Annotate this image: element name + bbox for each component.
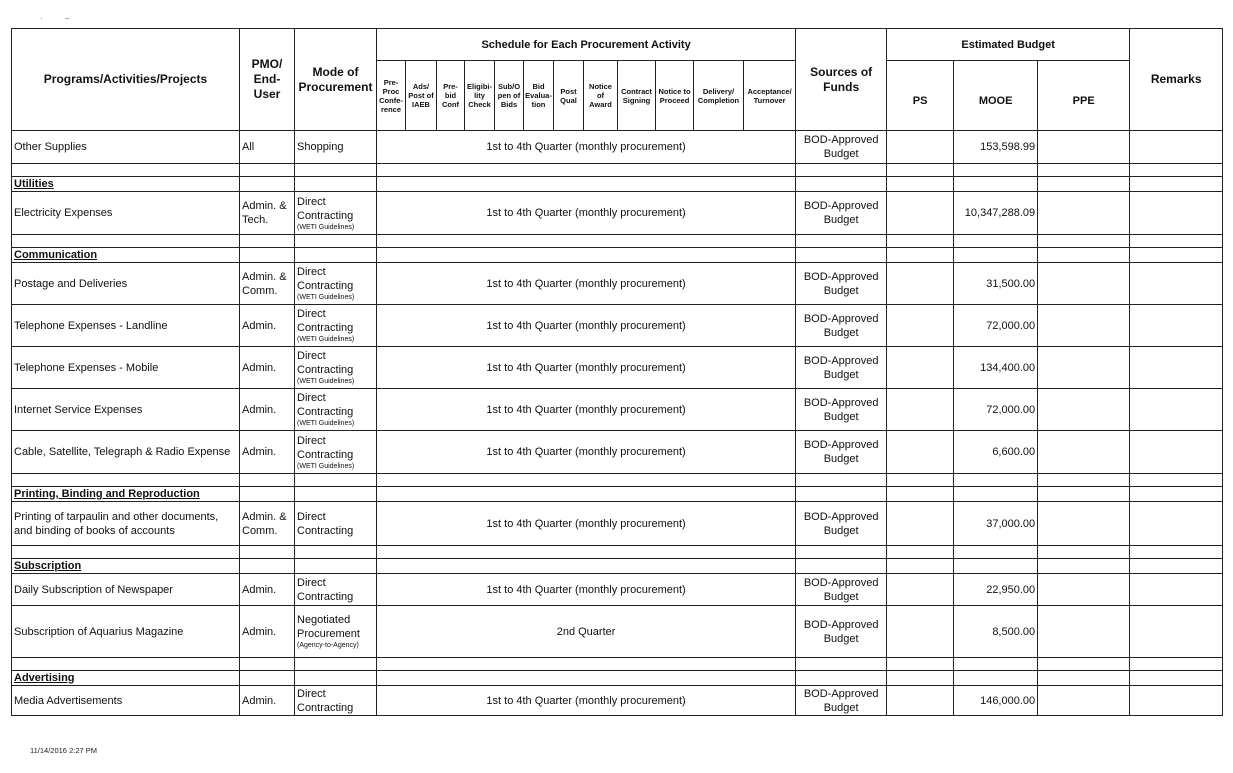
mooe-value: 37,000.00 <box>954 502 1038 546</box>
end-user: Admin. <box>240 389 295 431</box>
ps-value <box>887 192 954 235</box>
ps-value <box>887 305 954 347</box>
source-of-funds: BOD-Approved Budget <box>796 431 887 474</box>
header-programs: Programs/Activities/Projects <box>12 29 240 131</box>
table-row <box>12 305 1223 347</box>
source-of-funds: BOD-Approved Budget <box>796 606 887 658</box>
remarks-value <box>1130 606 1223 658</box>
table-row <box>12 389 1223 431</box>
table-row <box>12 192 1223 235</box>
section-title-subscription: Subscription <box>12 559 240 574</box>
mooe-value: 72,000.00 <box>954 305 1038 347</box>
table-row <box>12 131 1223 164</box>
schedule-text: 1st to 4th Quarter (monthly procurement) <box>377 131 796 164</box>
program-name: Subscription of Aquarius Magazine <box>12 606 240 658</box>
header-budget: Estimated Budget <box>887 29 1130 61</box>
ps-value <box>887 347 954 389</box>
source-of-funds: BOD-Approved Budget <box>796 263 887 305</box>
schedule-text: 2nd Quarter <box>377 606 796 658</box>
ppe-value <box>1038 263 1130 305</box>
activity-acceptance: Acceptance/ Turnover <box>744 61 796 131</box>
activity-bideval: Bid Evalua-tion <box>524 61 554 131</box>
procurement-mode: Direct Contracting (WETI Guidelines) <box>295 347 377 389</box>
program-name: Telephone Expenses - Mobile <box>12 347 240 389</box>
blank-row <box>12 235 1223 248</box>
section-row <box>12 248 1223 263</box>
table-row <box>12 347 1223 389</box>
ppe-value <box>1038 347 1130 389</box>
remarks-value <box>1130 131 1223 164</box>
source-of-funds: BOD-Approved Budget <box>796 686 887 716</box>
ppe-value <box>1038 305 1130 347</box>
section-row <box>12 559 1223 574</box>
program-name: Printing of tarpaulin and other documents, and binding of books of accounts <box>12 502 240 546</box>
blank-row <box>12 164 1223 177</box>
ps-value <box>887 389 954 431</box>
program-name: Postage and Deliveries <box>12 263 240 305</box>
activity-subopen: Sub/O pen of Bids <box>495 61 524 131</box>
activity-preproc: Pre-Proc Confe-rence <box>377 61 406 131</box>
procurement-mode: Direct Contracting (WETI Guidelines) <box>295 305 377 347</box>
section-title-printing: Printing, Binding and Reproduction <box>12 487 240 502</box>
table-row <box>12 431 1223 474</box>
schedule-text: 1st to 4th Quarter (monthly procurement) <box>377 389 796 431</box>
remarks-value <box>1130 263 1223 305</box>
end-user: Admin. <box>240 347 295 389</box>
ps-value <box>887 263 954 305</box>
end-user: Admin. & Comm. <box>240 263 295 305</box>
schedule-text: 1st to 4th Quarter (monthly procurement) <box>377 192 796 235</box>
blank-row <box>12 546 1223 559</box>
activity-eligibility: Eligibi-lity Check <box>465 61 495 131</box>
header-row-main <box>12 29 1223 61</box>
schedule-text: 1st to 4th Quarter (monthly procurement) <box>377 686 796 716</box>
schedule-text: 1st to 4th Quarter (monthly procurement) <box>377 574 796 606</box>
schedule-text: 1st to 4th Quarter (monthly procurement) <box>377 431 796 474</box>
header-ppe: PPE <box>1038 61 1130 131</box>
activity-ads: Ads/ Post of IAEB <box>406 61 437 131</box>
blank-row <box>12 474 1223 487</box>
mooe-value: 22,950.00 <box>954 574 1038 606</box>
ppe-value <box>1038 686 1130 716</box>
end-user: Admin. & Tech. <box>240 192 295 235</box>
section-row <box>12 487 1223 502</box>
section-title-communication: Communication <box>12 248 240 263</box>
ps-value <box>887 431 954 474</box>
ppe-value <box>1038 502 1130 546</box>
header-remarks: Remarks <box>1130 29 1223 131</box>
procurement-mode: Direct Contracting <box>295 574 377 606</box>
mooe-value: 31,500.00 <box>954 263 1038 305</box>
table-row <box>12 263 1223 305</box>
source-of-funds: BOD-Approved Budget <box>796 389 887 431</box>
procurement-mode: Direct Contracting (WETI Guidelines) <box>295 389 377 431</box>
section-title-utilities: Utilities <box>12 177 240 192</box>
program-name: Daily Subscription of Newspaper <box>12 574 240 606</box>
remarks-value <box>1130 502 1223 546</box>
activity-postqual: Post Qual <box>554 61 584 131</box>
activity-prebid: Pre-bid Conf <box>437 61 465 131</box>
table-row <box>12 606 1223 658</box>
procurement-mode: Direct Contracting (WETI Guidelines) <box>295 192 377 235</box>
remarks-value <box>1130 431 1223 474</box>
section-title-advertising: Advertising <box>12 671 240 686</box>
mooe-value: 146,000.00 <box>954 686 1038 716</box>
end-user: Admin. & Comm. <box>240 502 295 546</box>
table-row <box>12 686 1223 716</box>
header-mooe: MOOE <box>954 61 1038 131</box>
program-name: Telephone Expenses - Landline <box>12 305 240 347</box>
mooe-value: 6,600.00 <box>954 431 1038 474</box>
ppe-value <box>1038 389 1130 431</box>
ps-value <box>887 606 954 658</box>
source-of-funds: BOD-Approved Budget <box>796 131 887 164</box>
header-schedule: Schedule for Each Procurement Activity <box>377 29 796 61</box>
source-of-funds: BOD-Approved Budget <box>796 305 887 347</box>
mooe-value: 10,347,288.09 <box>954 192 1038 235</box>
ppe-value <box>1038 606 1130 658</box>
ppe-value <box>1038 131 1130 164</box>
header-funds: Sources of Funds <box>796 29 887 131</box>
end-user: Admin. <box>240 686 295 716</box>
scan-specks: · – <box>40 14 70 23</box>
ps-value <box>887 502 954 546</box>
schedule-text: 1st to 4th Quarter (monthly procurement) <box>377 263 796 305</box>
schedule-text: 1st to 4th Quarter (monthly procurement) <box>377 502 796 546</box>
table-row <box>12 574 1223 606</box>
ppe-value <box>1038 574 1130 606</box>
schedule-text: 1st to 4th Quarter (monthly procurement) <box>377 347 796 389</box>
remarks-value <box>1130 347 1223 389</box>
source-of-funds: BOD-Approved Budget <box>796 347 887 389</box>
blank-row <box>12 658 1223 671</box>
procurement-mode: Direct Contracting <box>295 686 377 716</box>
source-of-funds: BOD-Approved Budget <box>796 502 887 546</box>
procurement-mode: Negotiated Procurement (Agency-to-Agency) <box>295 606 377 658</box>
activity-noa: Notice of Award <box>584 61 618 131</box>
header-pmo: PMO/ End-User <box>240 29 295 131</box>
procurement-plan-table <box>11 28 1223 716</box>
end-user: Admin. <box>240 305 295 347</box>
remarks-value <box>1130 389 1223 431</box>
program-name: Electricity Expenses <box>12 192 240 235</box>
section-row <box>12 671 1223 686</box>
ps-value <box>887 131 954 164</box>
mooe-value: 72,000.00 <box>954 389 1038 431</box>
ppe-value <box>1038 431 1130 474</box>
header-mode: Mode of Procurement <box>295 29 377 131</box>
program-name: Internet Service Expenses <box>12 389 240 431</box>
end-user: Admin. <box>240 606 295 658</box>
activity-ntp: Notice to Proceed <box>656 61 694 131</box>
end-user: All <box>240 131 295 164</box>
remarks-value <box>1130 686 1223 716</box>
section-row <box>12 177 1223 192</box>
mooe-value: 153,598.99 <box>954 131 1038 164</box>
activity-contract: Contract Signing <box>618 61 656 131</box>
procurement-mode: Direct Contracting (WETI Guidelines) <box>295 431 377 474</box>
header-ps: PS <box>887 61 954 131</box>
mooe-value: 8,500.00 <box>954 606 1038 658</box>
program-name: Cable, Satellite, Telegraph & Radio Expense <box>12 431 240 474</box>
ps-value <box>887 574 954 606</box>
procurement-mode: Direct Contracting <box>295 502 377 546</box>
activity-delivery: Delivery/ Completion <box>694 61 744 131</box>
remarks-value <box>1130 574 1223 606</box>
source-of-funds: BOD-Approved Budget <box>796 192 887 235</box>
ps-value <box>887 686 954 716</box>
source-of-funds: BOD-Approved Budget <box>796 574 887 606</box>
program-name: Media Advertisements <box>12 686 240 716</box>
ppe-value <box>1038 192 1130 235</box>
remarks-value <box>1130 192 1223 235</box>
end-user: Admin. <box>240 431 295 474</box>
print-timestamp: 11/14/2016 2:27 PM <box>30 746 97 755</box>
procurement-mode: Direct Contracting (WETI Guidelines) <box>295 263 377 305</box>
end-user: Admin. <box>240 574 295 606</box>
mooe-value: 134,400.00 <box>954 347 1038 389</box>
schedule-text: 1st to 4th Quarter (monthly procurement) <box>377 305 796 347</box>
program-name: Other Supplies <box>12 131 240 164</box>
procurement-mode: Shopping <box>295 131 377 164</box>
remarks-value <box>1130 305 1223 347</box>
table-row <box>12 502 1223 546</box>
